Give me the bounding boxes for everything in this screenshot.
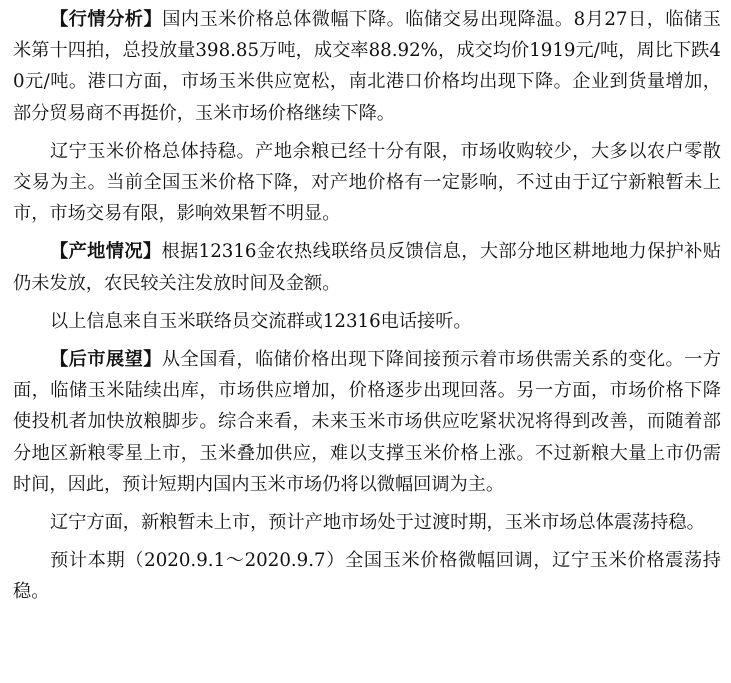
liaoning-current-text: 辽宁玉米价格总体持稳。产地余粮已经十分有限，市场收购较少，大多以农户零散交易为主。当前全国玉米价格下降，对产地价格有一定影响，不过由于辽宁新粮暂未上市，市场交易有限，影响效果暂不明显。 [13,140,721,225]
liaoning-current-paragraph [13,136,721,230]
source-note-text: 以上信息来自玉米联络员交流群或12316电话接听。 [50,310,472,332]
origin-situation-text: 根据12316金农热线联络员反馈信息，大部分地区耕地地力保护补贴仍未发放，农民较关注发放时间及金额。 [13,241,721,294]
forecast-paragraph [13,545,721,607]
market-analysis-paragraph [13,4,721,129]
outlook-paragraph [13,344,721,500]
origin-situation-paragraph [13,236,721,298]
liaoning-outlook-paragraph [13,507,721,538]
origin-situation-heading: 【产地情况】 [50,241,162,263]
outlook-heading: 【后市展望】 [50,349,162,371]
market-analysis-text: 国内玉米价格总体微幅下降。临储交易出现降温。8月27日，临储玉米第十四拍，总投放量398.85万吨，成交率88.92%，成交均价1919元/吨，周比下跌40元/吨。港口方面，市场玉米供应宽松，南北港口价格均出现下降。企业到货量增加，部分贸易商不再挺价，玉米市场价格继续下降。 [13,9,721,124]
source-note-paragraph [13,306,721,337]
forecast-text: 预计本期（2020.9.1～2020.9.7）全国玉米价格微幅回调，辽宁玉米价格震荡持稳。 [13,550,721,603]
liaoning-outlook-text: 辽宁方面，新粮暂未上市，预计产地市场处于过渡时期，玉米市场总体震荡持稳。 [50,512,705,534]
market-analysis-heading: 【行情分析】 [50,9,163,30]
outlook-text: 从全国看，临储价格出现下降间接预示着市场供需关系的变化。一方面，临储玉米陆续出库，市场供应增加，价格逐步出现回落。另一方面，市场价格下降使投机者加快放粮脚步。综合来看，未来玉米市场供应吃紧状况将得到改善，而随着部分地区新粮零星上市，玉米叠加供应，难以支撑玉米价格上涨。不过新粮大量上市仍需时间，因此，预计短期内国内玉米市场仍将以微幅回调为主。 [13,349,721,495]
document-body [13,4,721,615]
